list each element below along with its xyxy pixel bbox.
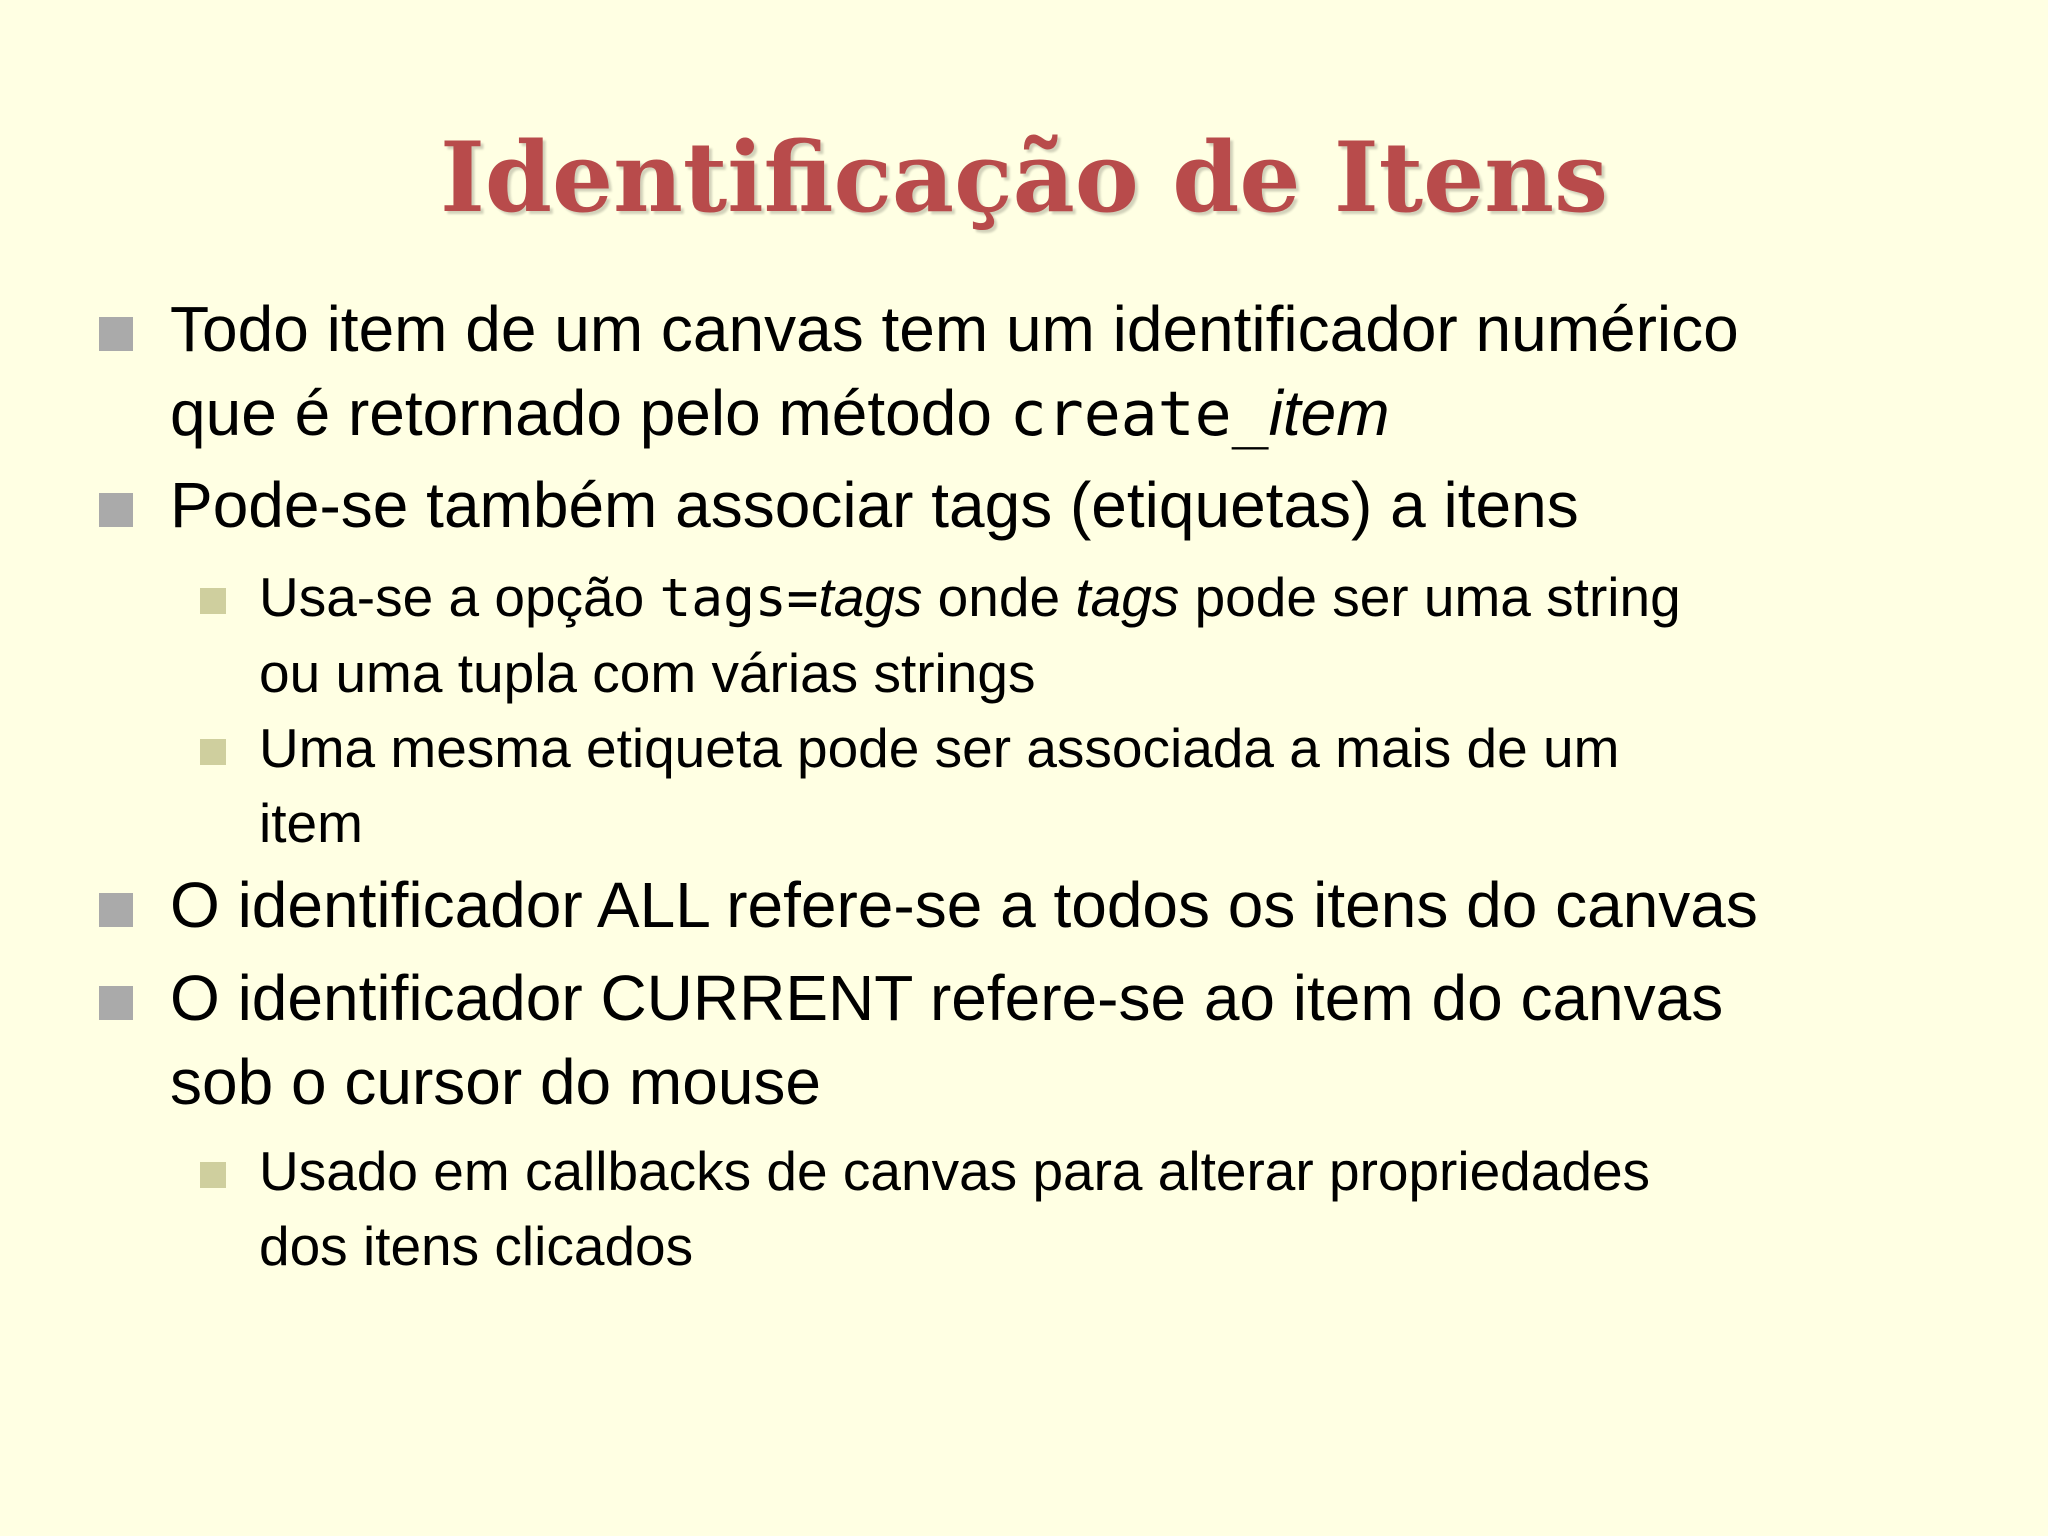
italic-text: tags (818, 566, 923, 628)
sub-bullet-item (259, 560, 1919, 711)
bullet-line: ou uma tupla com várias strings (259, 642, 1036, 704)
bullet-line: Usado em callbacks de canvas para alterar propriedades (259, 1140, 1651, 1202)
bullet-line: dos itens clicados (259, 1215, 694, 1277)
bullet-line: O identificador ALL refere-se a todos os itens do canvas (170, 869, 1758, 941)
italic-text: tags (1075, 566, 1180, 628)
square-bullet-icon (200, 739, 226, 765)
square-bullet-icon (99, 986, 133, 1020)
bullet-item (170, 863, 1930, 947)
bullet-line: O identificador CURRENT refere-se ao item do canvas (170, 962, 1724, 1034)
square-bullet-icon (200, 1162, 226, 1188)
square-bullet-icon (200, 588, 226, 614)
code-text: create_ (1009, 379, 1269, 450)
bullet-text: que é retornado pelo método (170, 377, 1010, 449)
bullet-text: Usa-se a opção (259, 566, 660, 628)
bullet-line: item (259, 792, 363, 854)
italic-text: item (1268, 377, 1390, 449)
code-text: tags= (659, 568, 819, 629)
bullet-item (170, 287, 1930, 457)
bullet-line: Pode-se também associar tags (etiquetas) a itens (170, 469, 1579, 541)
bullet-line (259, 560, 1919, 636)
square-bullet-icon (99, 317, 133, 351)
sub-bullet-item (259, 711, 1919, 861)
bullet-line: Uma mesma etiqueta pode ser associada a mais de um (259, 717, 1620, 779)
sub-bullet-item (259, 1134, 1919, 1284)
bullet-text: pode ser uma string (1179, 566, 1681, 628)
bullet-line: Todo item de um canvas tem um identificador numérico (170, 293, 1739, 365)
square-bullet-icon (99, 493, 133, 527)
square-bullet-icon (99, 893, 133, 927)
bullet-text: onde (922, 566, 1076, 628)
bullet-line: sob o cursor do mouse (170, 1046, 821, 1118)
bullet-line (170, 371, 1930, 457)
bullet-item (170, 956, 1930, 1124)
slide-title: Identificação de Itens (439, 121, 1609, 234)
bullet-item (170, 463, 1930, 547)
